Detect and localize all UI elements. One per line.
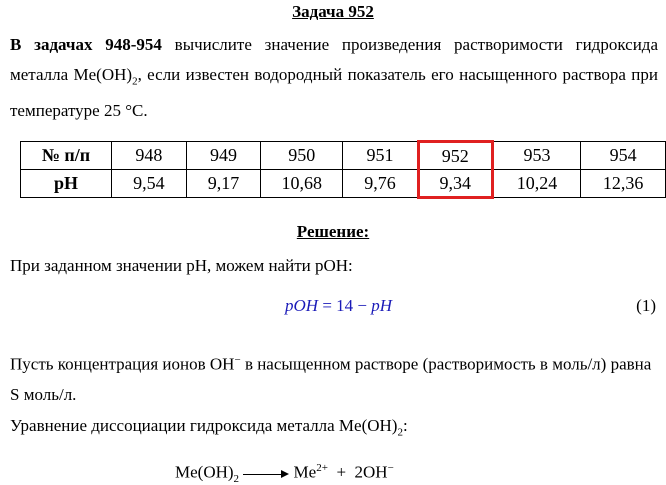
task-title: Задача 952: [292, 2, 374, 21]
table-cell: 9,17: [186, 170, 261, 198]
paragraph-concentration: [10, 345, 658, 410]
eq-middle: = 14 −: [318, 296, 372, 315]
concentration-text-end: в насыщенном растворе (растворимость в моль/л) равна S моль/л.: [10, 354, 652, 404]
dissociation-equation: [175, 462, 394, 485]
table-cell: 10,24: [492, 170, 581, 198]
equation-number: (1): [636, 296, 656, 315]
dissociation-subscript: 2: [397, 426, 403, 439]
table-header-cell: 950: [261, 142, 343, 170]
statement-text: вычислите значение произведения растворимости гидроксида металла Me(OH): [10, 35, 658, 84]
table-header-cell: 954: [581, 142, 666, 170]
eq-lhs: pOH: [285, 296, 319, 315]
table-cell: 9,54: [111, 170, 186, 198]
eq2-ion1-charge: 2+: [316, 462, 328, 474]
reaction-arrow-icon: [243, 469, 289, 479]
equation-poh: [285, 296, 392, 316]
paragraph-dissociation: [10, 416, 658, 438]
table-row: [21, 170, 666, 198]
statement-subscript: 2: [132, 75, 138, 88]
table-header-row: [21, 142, 666, 170]
paragraph-poh: При заданном значении pH, можем найти pOH:: [10, 256, 353, 275]
statement-text-end: , если известен водородный показатель его насыщенного раствора при температуре 25 °C.: [10, 65, 659, 121]
solution-heading: Решение:: [296, 222, 370, 241]
table-header-cell: 951: [343, 142, 419, 170]
table-row-label: pH: [21, 170, 112, 198]
ph-table: [20, 140, 666, 199]
table-cell: 10,68: [261, 170, 343, 198]
concentration-text: Пусть концентрация ионов OH: [10, 354, 235, 374]
table-header-cell: 949: [186, 142, 261, 170]
table-header-cell: 948: [111, 142, 186, 170]
table-cell-highlighted: 9,34: [418, 170, 492, 198]
oh-charge: −: [234, 354, 241, 366]
dissociation-text: Уравнение диссоциации гидроксида металла Me(OH): [10, 416, 398, 435]
eq2-reactant: Me(OH): [175, 462, 234, 482]
eq2-reactant-sub: 2: [233, 473, 240, 485]
task-range: В задачах 948-954: [10, 35, 162, 54]
table-header-cell-highlighted: 952: [418, 142, 492, 170]
eq2-ion1: Me: [293, 462, 317, 482]
task-statement: [10, 30, 658, 126]
table-header-cell: 953: [492, 142, 581, 170]
table-cell: 12,36: [581, 170, 666, 198]
table-header-cell: № п/п: [21, 142, 112, 170]
eq-rhs: pH: [371, 296, 393, 315]
eq2-plus: +: [336, 462, 347, 482]
dissociation-colon: :: [402, 416, 408, 435]
eq2-ion2-charge: −: [387, 462, 394, 474]
table-cell: 9,76: [343, 170, 419, 198]
eq2-ion2: 2OH: [354, 462, 388, 482]
